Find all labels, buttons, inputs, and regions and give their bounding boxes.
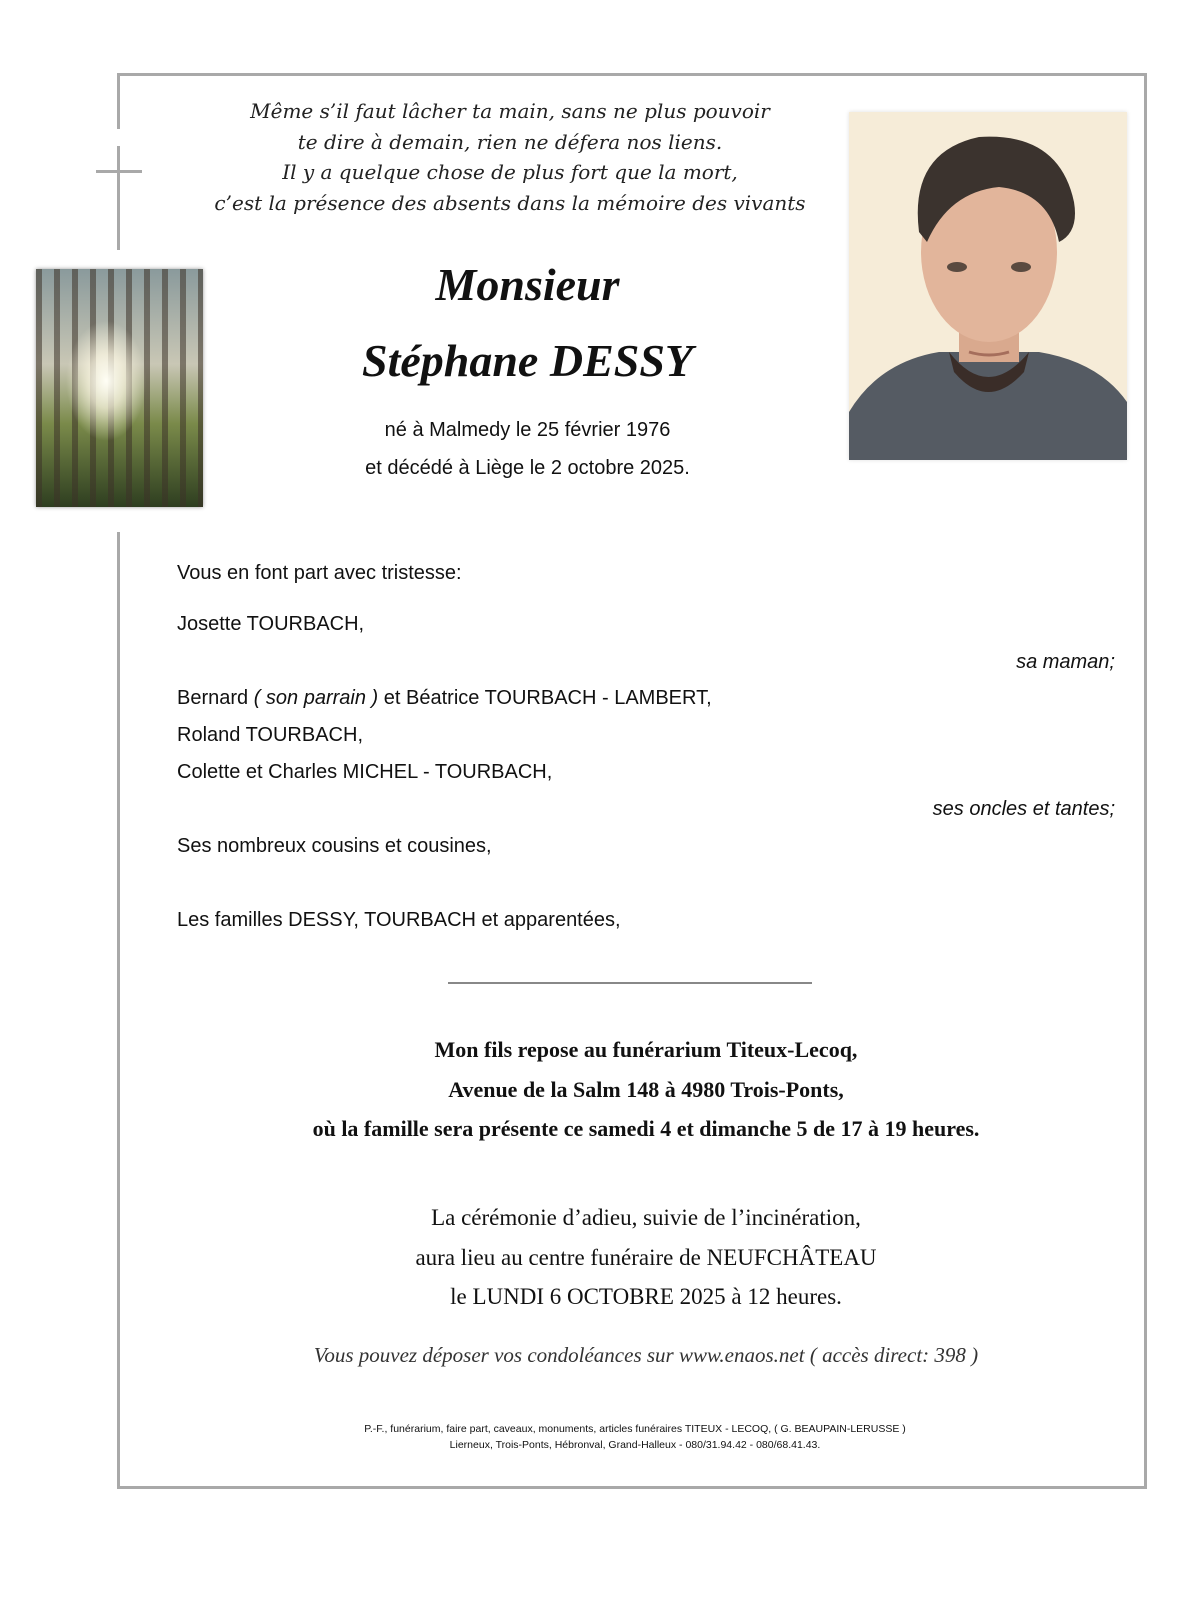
cross-icon (117, 146, 120, 250)
family-line: Roland TOURBACH, (177, 724, 363, 746)
footer-line: P.-F., funérarium, faire part, caveaux, monuments, articles funéraires TITEUX - LECOQ, ( G. BEAUPAIN-LERUSSE ) (364, 1423, 906, 1435)
family-name: Bernard (177, 687, 254, 709)
birth-info: né à Malmedy le 25 février 1976 (384, 419, 671, 441)
intro-text: Vous en font part avec tristesse: (177, 562, 462, 584)
relation-label: sa maman; (1016, 651, 1115, 673)
cross-bar (96, 170, 142, 173)
divider (448, 982, 812, 984)
poem-line: Même s’il faut lâcher ta main, sans ne plus pouvoir (250, 99, 770, 123)
dates (300, 411, 755, 487)
portrait-photo (849, 112, 1127, 460)
frame-bottom (117, 1486, 1147, 1489)
visitation-line: Mon fils repose au funérarium Titeux-Lecoq, (434, 1037, 858, 1062)
family-line: Ses nombreux cousins et cousines, (177, 835, 492, 857)
death-info: et décédé à Liège le 2 octobre 2025. (365, 457, 690, 479)
footer-line: Lierneux, Trois-Ponts, Hébronval, Grand-Halleux - 080/31.94.42 - 080/68.41.43. (449, 1439, 821, 1451)
family-note: ( son parrain ) (253, 687, 379, 709)
family-line: Les familles DESSY, TOURBACH et apparentées, (177, 909, 621, 931)
deceased-name: Stéphane DESSY (361, 335, 694, 386)
poem-line: Il y a quelque chose de plus fort que la mort, (282, 160, 738, 184)
visitation-info (120, 1030, 1172, 1149)
family-line (177, 687, 712, 710)
relation-label: ses oncles et tantes; (932, 798, 1115, 820)
poem (200, 96, 820, 218)
ceremony-line: aura lieu au centre funéraire de NEUFCHÂTEAU (415, 1244, 877, 1270)
forest-image (36, 269, 203, 507)
poem-line: te dire à demain, rien ne défera nos liens. (297, 129, 723, 154)
frame-left-top (117, 73, 120, 129)
family-name: et Béatrice TOURBACH - LAMBERT, (378, 687, 712, 709)
ceremony-info (120, 1198, 1172, 1317)
family-line: Josette TOURBACH, (177, 613, 365, 635)
ceremony-line: le LUNDI 6 OCTOBRE 2025 à 12 heures. (450, 1284, 842, 1309)
ceremony-line: La cérémonie d’adieu, suivie de l’incinération, (431, 1205, 861, 1230)
frame-top (117, 73, 1147, 76)
visitation-line: où la famille sera présente ce samedi 4 et dimanche 5 de 17 à 19 heures. (312, 1116, 980, 1141)
family-line: Colette et Charles MICHEL - TOURBACH, (177, 761, 553, 783)
visitation-line: Avenue de la Salm 148 à 4980 Trois-Ponts, (448, 1076, 844, 1102)
honorific: Monsieur (435, 259, 620, 310)
footer (120, 1421, 1150, 1453)
poem-line: c’est la présence des absents dans la mémoire des vivants (214, 190, 806, 215)
condolences-text: Vous pouvez déposer vos condoléances sur www.enaos.net ( accès direct: 398 ) (313, 1343, 979, 1367)
